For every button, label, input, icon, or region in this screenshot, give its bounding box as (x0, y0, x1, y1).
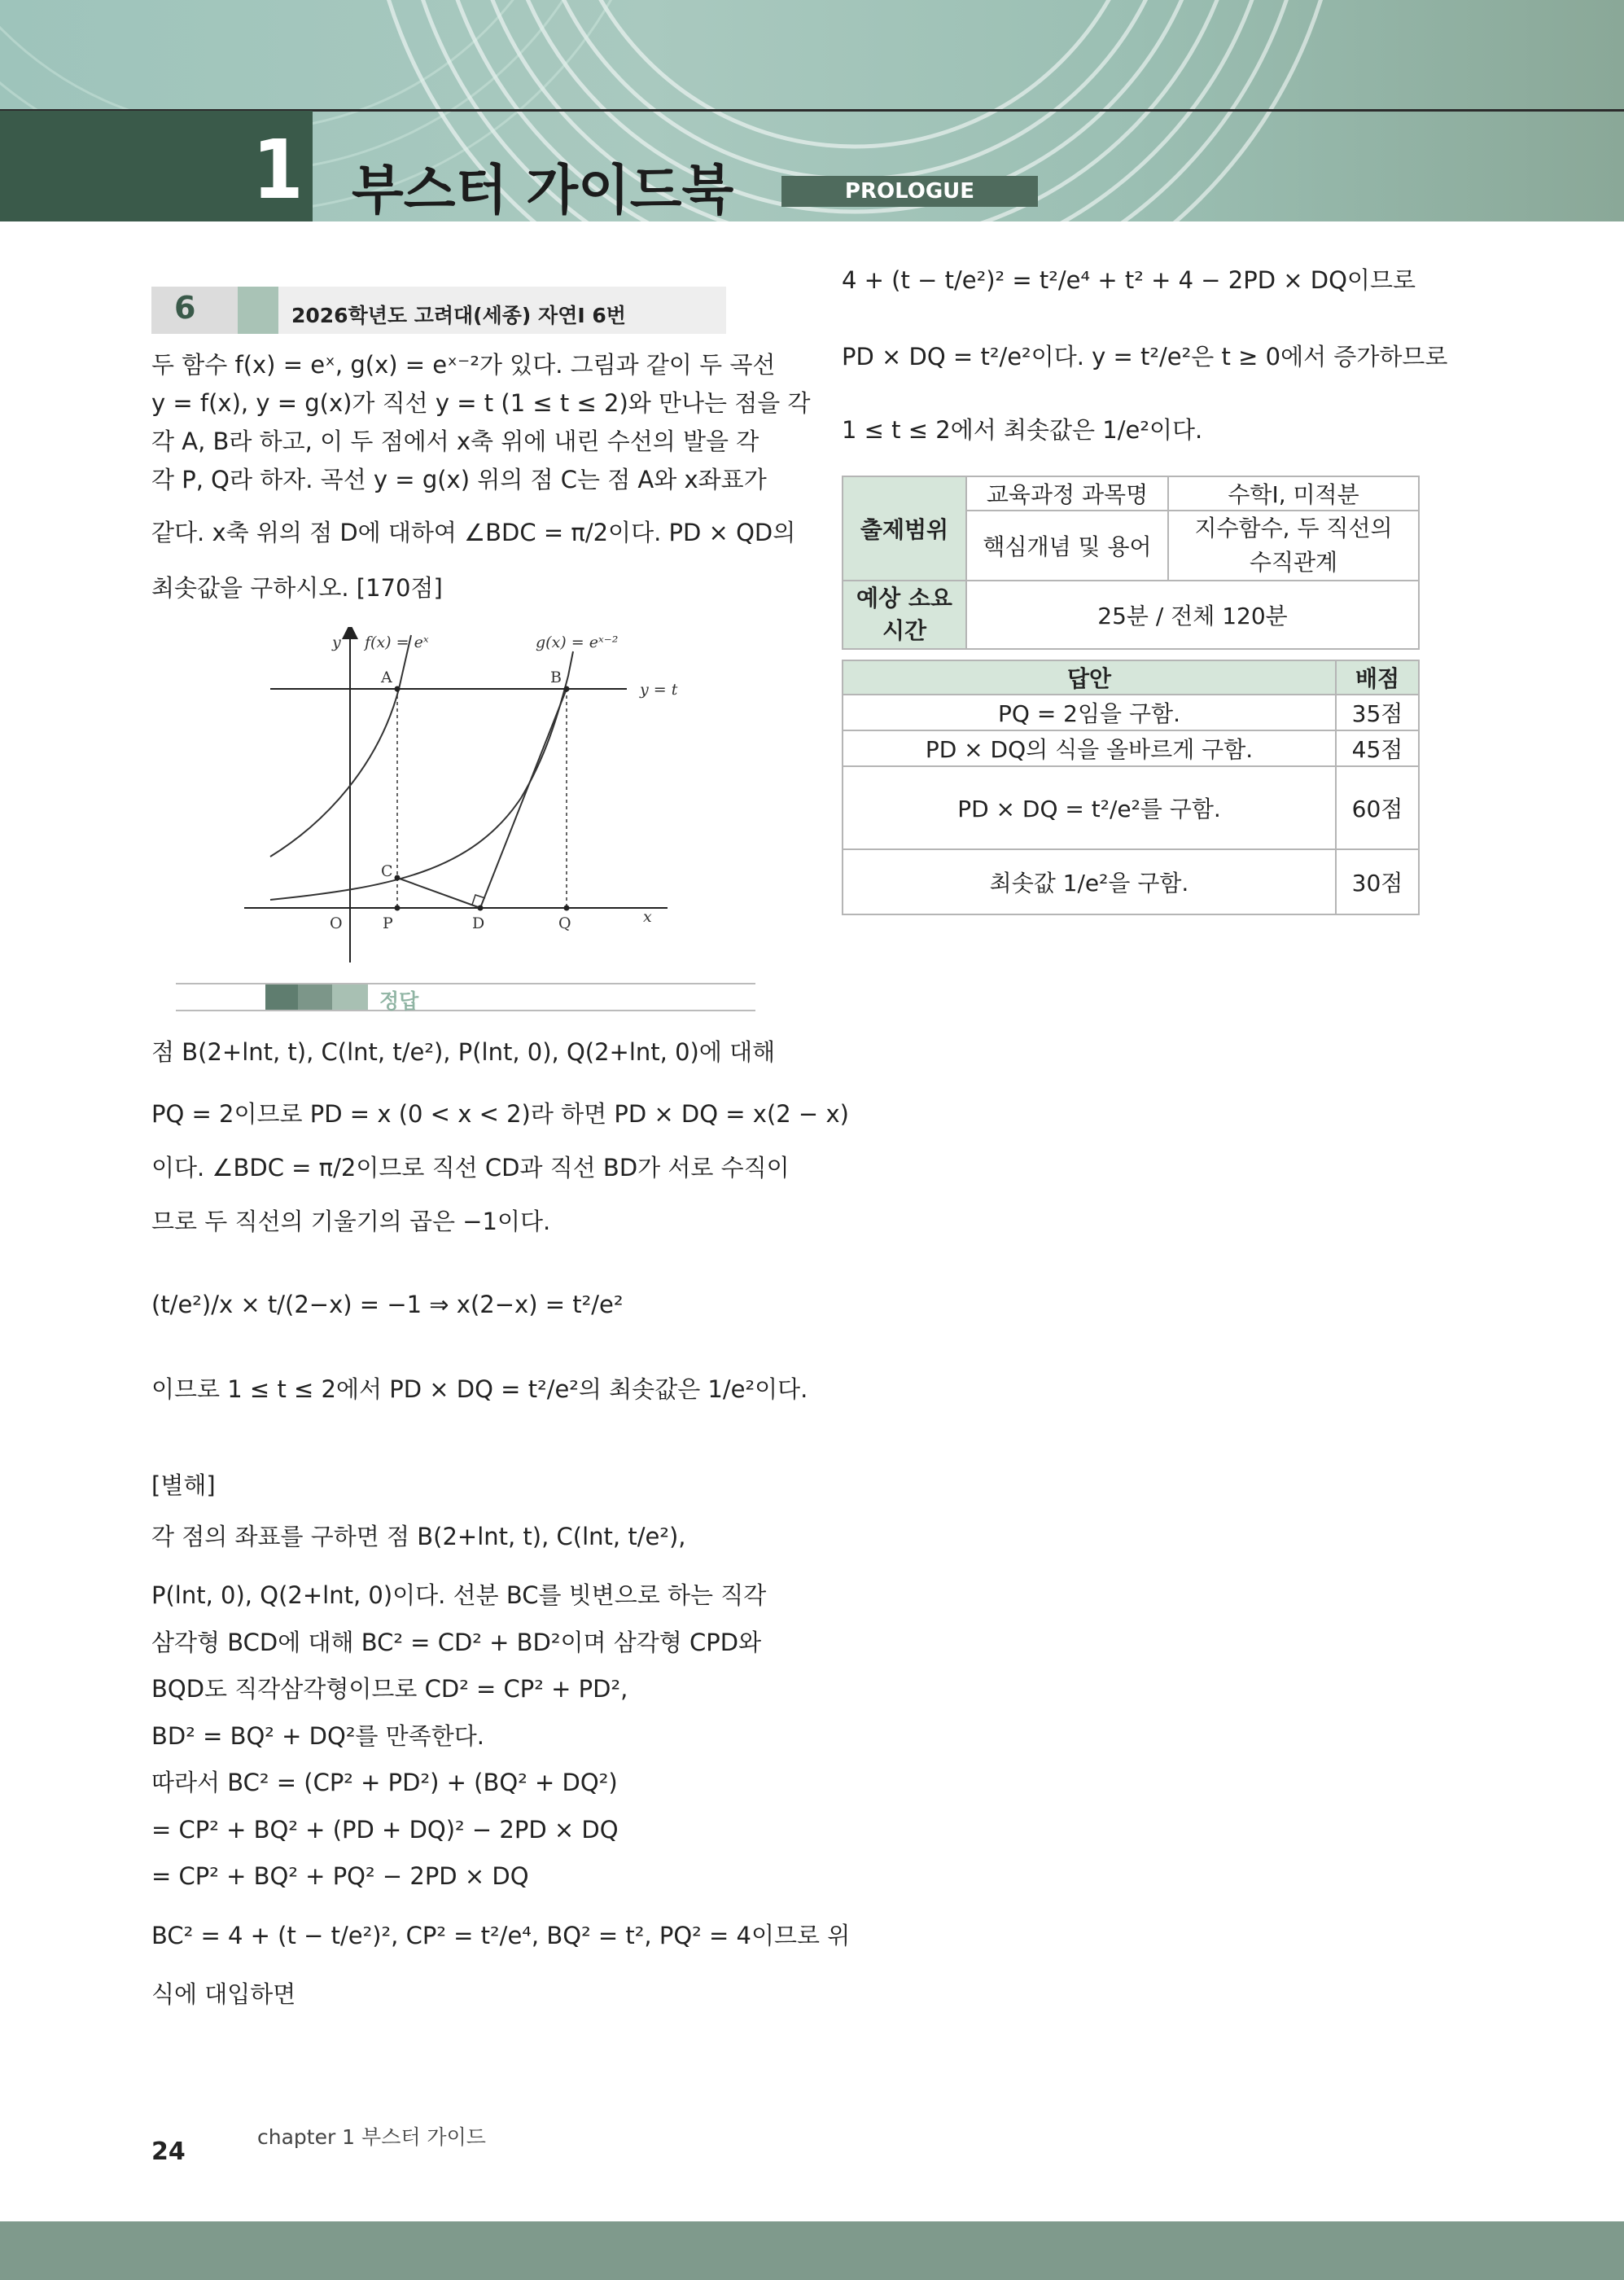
scoring-table (842, 660, 1420, 915)
row-score: 45점 (1336, 730, 1419, 766)
point-P (395, 905, 401, 911)
concept-value-1: 지수함수, 두 직선의 (1194, 515, 1393, 542)
row-answer: PD × DQ의 식을 올바르게 구함. (843, 730, 1336, 766)
point-B (564, 686, 570, 692)
point-D (478, 905, 484, 911)
row-answer: 최솟값 1/e²을 구함. (843, 849, 1336, 914)
alt-line: P(lnt, 0), Q(2+lnt, 0)이다. 선분 BC를 빗변으로 하는 직각 (151, 1581, 767, 1609)
right-line: 1 ≤ t ≤ 2에서 최솟값은 1/e²이다. (842, 416, 1203, 444)
question-line: y = f(x), y = g(x)가 직선 y = t (1 ≤ t ≤ 2)와 만나는 점을 각 (151, 389, 811, 417)
alt-line: = CP² + BQ² + PQ² − 2PD × DQ (151, 1862, 529, 1890)
answer-label: 정답 (379, 989, 419, 1013)
label-x: x (643, 908, 652, 926)
solution-line: PQ = 2이므로 PD = x (0 < x < 2)라 하면 PD × DQ = x(2 − x) (151, 1100, 849, 1128)
label-B: B (550, 669, 562, 686)
answer-divider-top (176, 983, 755, 984)
page-title: 부스터 가이드북 (352, 159, 734, 221)
label-g: g(x) = eˣ⁻² (536, 634, 619, 651)
alt-line: 따라서 BC² = (CP² + PD²) + (BQ² + DQ²) (151, 1769, 618, 1796)
label-A: A (381, 669, 392, 686)
row-score: 60점 (1336, 766, 1419, 849)
answer-block (298, 984, 332, 1010)
segment-CD (397, 878, 480, 908)
right-line: PD × DQ = t²/e²이다. y = t²/e²은 t ≥ 0에서 증가하므로 (842, 343, 1448, 370)
scope-table (842, 476, 1420, 650)
answer-block (332, 984, 368, 1010)
row-answer: PD × DQ = t²/e²를 구함. (843, 766, 1336, 849)
col-answer: 답안 (843, 660, 1336, 695)
label-C: C (381, 862, 393, 880)
time-label (843, 581, 966, 649)
time-value: 25분 / 전체 120분 (966, 581, 1419, 649)
question-line: 두 함수 f(x) = eˣ, g(x) = eˣ⁻²가 있다. 그림과 같이 두 곡선 (151, 351, 776, 379)
label-Q: Q (558, 914, 571, 932)
solution-line: 이다. ∠BDC = π/2이므로 직선 CD과 직선 BD가 서로 수직이 (151, 1154, 790, 1182)
footer-bar (0, 2221, 1624, 2280)
concept-value (1168, 511, 1419, 581)
solution-line: 므로 두 직선의 기울기의 곱은 −1이다. (151, 1208, 551, 1235)
label-f: f(x) = eˣ (365, 634, 429, 651)
chapter-number: 1 (252, 122, 304, 217)
alt-line: = CP² + BQ² + (PD + DQ)² − 2PD × DQ (151, 1816, 619, 1844)
time-label-1: 예상 소요 (856, 585, 952, 612)
alt-line: BD² = BQ² + DQ²를 만족한다. (151, 1722, 484, 1750)
question-line: 각 P, Q라 하자. 곡선 y = g(x) 위의 점 C는 점 A와 x좌표가 (151, 466, 767, 493)
point-Q (564, 905, 570, 911)
alt-line: 각 점의 좌표를 구하면 점 B(2+lnt, t), C(lnt, t/e²), (151, 1523, 686, 1550)
point-C (395, 875, 401, 881)
label-y: y (332, 634, 341, 651)
label-O: O (330, 914, 343, 932)
solution-line: (t/e²)/x × t/(2−x) = −1 ⇒ x(2−x) = t²/e² (151, 1291, 624, 1318)
curriculum-label: 교육과정 과목명 (966, 476, 1168, 511)
answer-block (265, 984, 298, 1010)
label-D: D (472, 914, 485, 932)
alt-line: BQD도 직각삼각형이므로 CD² = CP² + PD², (151, 1675, 628, 1703)
point-A (395, 686, 401, 692)
curriculum-value: 수학Ⅰ, 미적분 (1168, 476, 1419, 511)
concept-value-2: 수직관계 (1249, 549, 1338, 576)
time-label-2: 시간 (882, 617, 927, 644)
answer-divider-bottom (176, 1010, 755, 1011)
segment-BD (480, 689, 567, 908)
row-score: 30점 (1336, 849, 1419, 914)
solution-line: 점 B(2+lnt, t), C(lnt, t/e²), P(lnt, 0), Q(2+lnt, 0)에 대해 (151, 1038, 776, 1066)
col-score: 배점 (1336, 660, 1419, 695)
scope-label: 출제범위 (843, 476, 966, 581)
question-accent (238, 287, 278, 334)
alt-heading: [별해] (151, 1471, 216, 1499)
page-number: 24 (151, 2138, 186, 2166)
question-source: 2026학년도 고려대(세종) 자연I 6번 (291, 304, 626, 327)
solution-line: 이므로 1 ≤ t ≤ 2에서 PD × DQ = t²/e²의 최솟값은 1/e²이다. (151, 1375, 808, 1403)
prologue-badge: PROLOGUE (781, 176, 1038, 207)
footer-chapter: chapter 1 부스터 가이드 (257, 2125, 486, 2149)
question-number: 6 (174, 290, 196, 326)
row-answer: PQ = 2임을 구함. (843, 695, 1336, 730)
row-score: 35점 (1336, 695, 1419, 730)
alt-line: BC² = 4 + (t − t/e²)², CP² = t²/e⁴, BQ² = t², PQ² = 4이므로 위 (151, 1922, 851, 1949)
alt-line: 식에 대입하면 (151, 1980, 296, 2008)
label-P: P (383, 914, 393, 932)
right-line: 4 + (t − t/e²)² = t²/e⁴ + t² + 4 − 2PD × DQ이므로 (842, 266, 1416, 294)
alt-line: 삼각형 BCD에 대해 BC² = CD² + BD²이며 삼각형 CPD와 (151, 1629, 762, 1656)
question-line: 최솟값을 구하시오. [170점] (151, 574, 443, 602)
label-line: y = t (640, 681, 678, 699)
question-line: 같다. x축 위의 점 D에 대하여 ∠BDC = π/2이다. PD × QD의 (151, 519, 796, 546)
concept-label: 핵심개념 및 용어 (966, 511, 1168, 581)
graph-figure (236, 627, 692, 969)
question-line: 각 A, B라 하고, 이 두 점에서 x축 위에 내린 수선의 발을 각 (151, 428, 759, 455)
